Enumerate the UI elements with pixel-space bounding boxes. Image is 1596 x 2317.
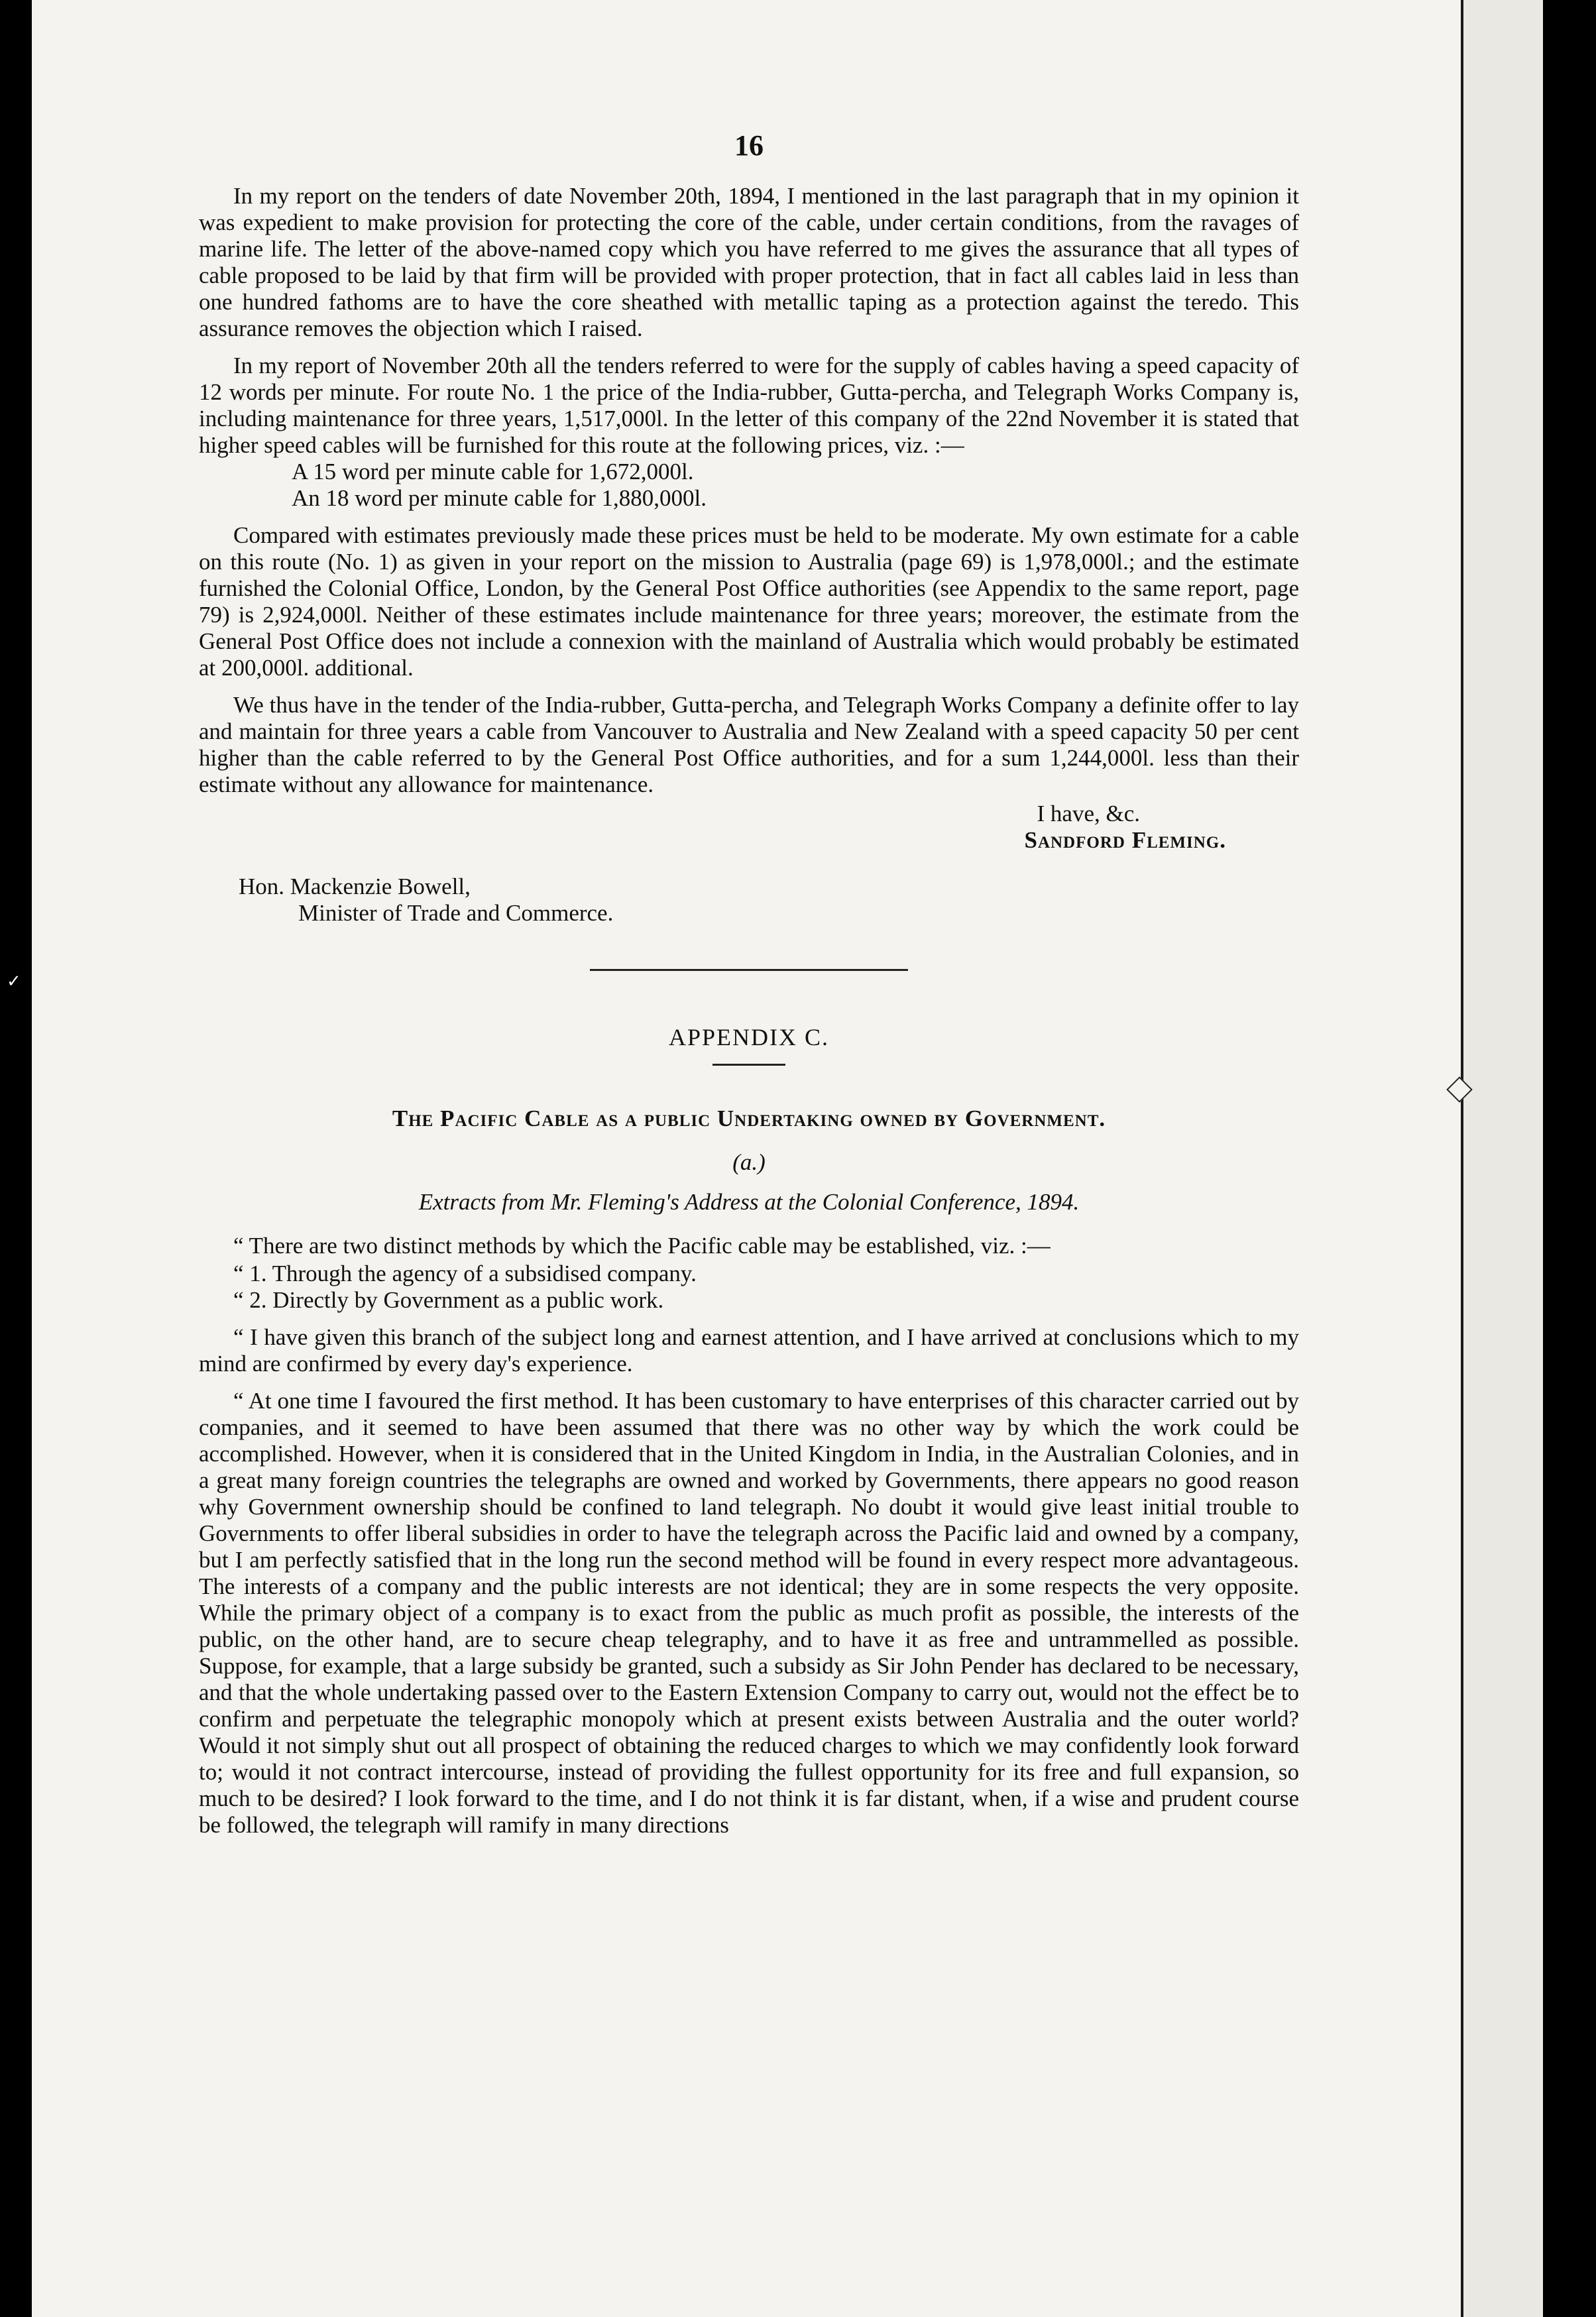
appendix-intro: “ There are two distinct methods by which the Pacific cable may be established, viz. :— [233,1233,1051,1259]
letter-signature: Sandford Fleming. [1024,827,1226,853]
letter-paragraph: Compared with estimates previously made these prices must be held to be moderate. My own estimate for a cable on this route (No. 1) as given in your report on the mission to Australia (page 69) is 1,978,000l.; and the estimate furnished the Colonial Office, London, by the General Post Office authorities (see Appendix to the same report, page 79) is 2,924,000l. Neither of these estimates include maintenance for three years; moreover, the estimate from the General Post Office does not include a connexion with the mainland of Australia which would probably be estimated at 200,000l. additional. [199,522,1299,681]
letter-paragraph: In my report on the tenders of date November 20th, 1894, I mentioned in the last paragraph that in my opinion it was expedient to make provision for protecting the core of the cable, under certain conditions, from the ravages of marine life. The letter of the above-named copy which you have referred to me gives the assurance that all types of cable proposed to be laid by that firm will be provided with proper protection, that in fact all cables laid in less than one hundred fathoms are to have the core sheathed with metallic taping as a protection against the teredo. This assurance removes the objection which I raised. [199,183,1299,341]
method-item: “ 1. Through the agency of a subsidised company. [233,1261,697,1286]
subsection-label: (a.) [732,1149,766,1175]
letter-closing: I have, &c. [1037,801,1140,826]
addressee-name: Hon. Mackenzie Bowell, [239,874,471,899]
price-line: An 18 word per minute cable for 1,880,000l. [292,485,707,511]
appendix-paragraph: “ At one time I favoured the first method. It has been customary to have enterprises of this character carried out by companies, and it seemed to have been assumed that there was no other way by which the work could be accomplished. However, when it is considered that in the United Kingdom in India, in the Australian Colonies, and in a great many foreign countries the telegraphs are owned and worked by Governments, there appears no good reason why Government ownership should be confined to land telegraph. No doubt it would give least initial trouble to Governments to offer liberal subsidies in order to have the telegraph across the Pacific laid and owned by a company, but I am perfectly satisfied that in the long run the second method will be found in every respect more advantageous. The interests of a company and the public interests are not identical; they are in some respects the very opposite. While the primary object of a company is to exact from the public as much profit as possible, the interests of the public, on the other hand, are to secure cheap telegraphy, and to have it as free and untrammelled as possible. Suppose, for example, that a large subsidy be granted, such a subsidy as Sir John Pender has declared to be necessary, and that the whole undertaking passed over to the Eastern Extension Company to carry out, would not the effect be to confirm and perpetuate the telegraphic monopoly which at present exists between Australia and the outer world? Would it not simply shut out all prospect of obtaining the reduced charges to which we may confidently look forward to; would it not contract intercourse, instead of providing the fullest opportunity for its free and full expansion, so much to be desired? I look forward to the time, and I do not think it is far distant, when, if a wise and prudent course be followed, the telegraph will ramify in many directions [199,1388,1299,1838]
section-heading: The Pacific Cable as a public Undertaking owned by Government. [392,1105,1106,1131]
margin-mark-left: ✓ [7,972,21,991]
letter-paragraph: In my report of November 20th all the tenders referred to were for the supply of cables having a speed capacity of 12 words per minute. For route No. 1 the price of the India-rubber, Gutta-percha, and Telegraph Works Company is, including maintenance for three years, 1,517,000l. In the letter of this company of the 22nd November it is stated that higher speed cables will be furnished for this route at the following prices, viz. :— [199,353,1299,458]
letter-paragraph: We thus have in the tender of the India-rubber, Gutta-percha, and Telegraph Works Company a definite offer to lay and maintain for three years a cable from Vancouver to Australia and New Zealand with a speed capacity 50 per cent higher than the cable referred to by the General Post Office authorities, and for a sum 1,244,000l. less than their estimate without any allowance for maintenance. [199,692,1299,797]
section-divider [590,969,908,971]
page-number: 16 [734,129,764,162]
adjacent-page-edge [1463,0,1543,2317]
method-item: “ 2. Directly by Government as a public work. [233,1287,664,1313]
addressee-title: Minister of Trade and Commerce. [298,900,614,926]
price-line: A 15 word per minute cable for 1,672,000l. [292,459,694,484]
title-underline [712,1064,785,1066]
extract-heading: Extracts from Mr. Fleming's Address at the Colonial Conference, 1894. [418,1189,1080,1215]
appendix-paragraph: “ I have given this branch of the subject long and earnest attention, and I have arrived at conclusions which to my mind are confirmed by every day's experience. [199,1324,1299,1377]
page-content [199,129,1299,1849]
appendix-title: APPENDIX C. [668,1024,830,1050]
